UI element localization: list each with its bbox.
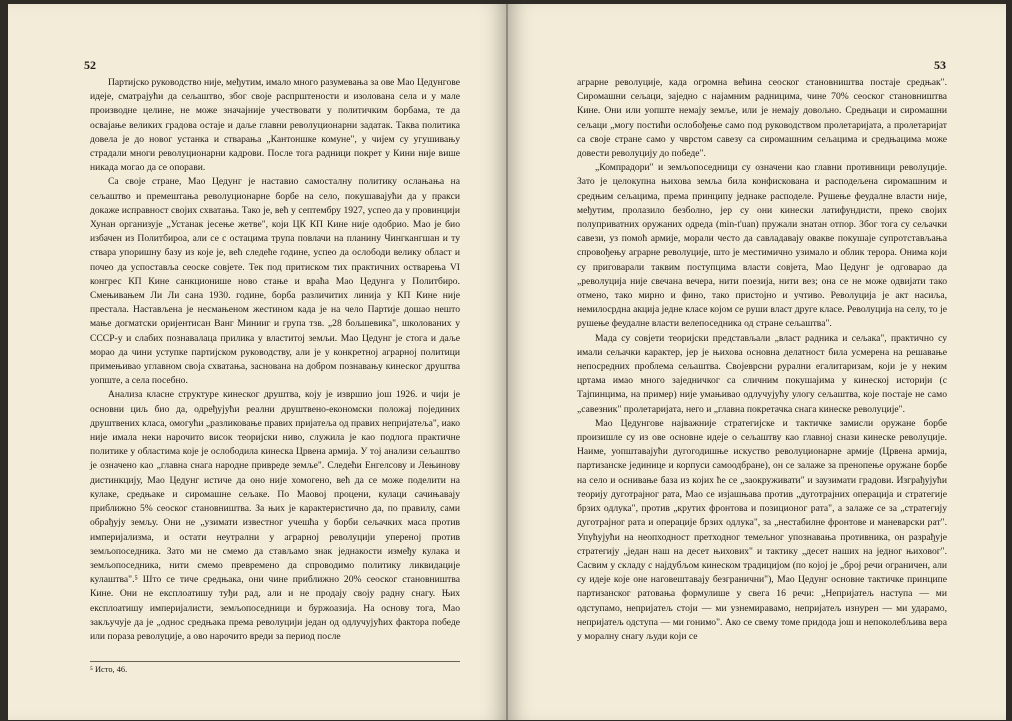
paragraph: Партијско руководство није, међутим, имало много разумевања за ове Мао Цедунгове идеје, сматрајући да сељаштво, због своје распрштености и изолована села и у мале производне целине, не може значајније учествовати у политичким борбама, те да освајање великих градова остаје и даље главни револуционарни задатак. Таква политика довела је до новог устанка и стварања „Кантоншке комуне", у чијем су угушивању страдали многи револуционарни кадрови. После тога радници покрет у Кини није више никада могао да се опорави. <box>90 77 460 174</box>
book-gutter <box>506 4 508 720</box>
paragraph: „Компрадори" и земљопоседници су означени као главни противници револуције. Зато је целокупна њихова земља била конфискована и расподељена сиромашним и средњим сељацима, према принципу једнаке расподеле. Рушење феудалне власти није, међутим, пролазило безболно, јер су они кинески латифундисти, преко својих полуприватних оружаних одреда (min-t'uan) пружали знатан отпор. Због тога су сељачки савези, уз помоћ армије, морали често да савладавају овакве покушаје супротстављања спровођењу аграрне револуције, што је местимично узимало и облик терора. Онима који су приговарали таквим поступцима власти совјета, Мао Цедунг је одговарао да „револуција није свечана вечера, нити поезија, нити вез; она се не може одвијати тако отмено, тако мирно и фино, тако пристојно и учтиво. Револуција је акт насиља, немилосрдна акција једне класе којом се руши власт друге класе. Револуција на селу, то је рушење феудалне власти велепоседника од стране сељаштва". <box>577 162 947 330</box>
body-text <box>577 76 947 644</box>
body-text <box>90 76 460 644</box>
footnote: ⁵ Исто, 46. <box>90 661 460 674</box>
paragraph: Мада су совјети теоријски представљали „власт радника и сељака", практично су имали сељачки карактер, јер је њихова основна делатност била усмерена на решавање непосредних проблема сељаштва. Својеврсни рурални егалитаризам, који је у неким цртама имао много заједничког са сличним покушајима у кинеској историји (с Тајпинцима, на пример) није умањивао одлучујућу улогу сељаштва, које постаје не само „савезник" пролетаријата, него и „главна покретачка снага кинеске револуције". <box>577 332 947 415</box>
left-page <box>8 4 507 720</box>
right-page <box>507 4 1006 720</box>
paragraph: Анализа класне структуре кинеског друштва, коју је извршио још 1926. и чији је основни циљ био да, одређујући реални друштвено-економски положај појединих друштвених класа, омогући „разликовање правих пријатеља од правих непријатеља", иако није имала неки нарочито висок теоријски ниво, служила је као подлога практичне политике у областима које је ослободила кинеска Црвена армија. У тој анализи сељаштво је означено као „главна снага народне привреде земље". Следећи Енгелсову и Лењинову дистинкцију, Мао Цедунг истиче да оно није хомогено, већ да се може поделити на кулаке, средњаке и сиромашне сељаке. По Маовој процени, кулаци сачињавају приближно 5% сеоског становништва. За њих је карактеристично да, по правилу, сами обрађују земљу. Они не „узимати известног учешћа у борби сељачких маса против империјализма, и остати неутрални у аграрној револуцији упереној против земљопоседника. Зато ми не смемо да стављамо знак једнакости између кулака и земљопоседника, нити смемо превремено да спроводимо политику ликвидације кулаштва".⁵ Што се тиче средњака, они чине приближно 20% сеоског становништва Кине. Они не експлоатишу туђи рад, али и не продају своју радну снагу. Њих експлоатишу империјалисти, земљопоседници и буржоазија. На основу тога, Мао закључује да је „однос средњака према револуцији један од одлучујућих фактора победе или пораза револуције, а ово нарочито вреди за период после <box>90 389 460 642</box>
paragraph: Са своје стране, Мао Цедунг је наставио самосталну политику ослањања на сељаштво и премештања револуционарне борбе на село, покушавајући да у пракси докаже исправност својих схватања. Тако је, већ у септембру 1927, успео да у провинцији Хунан организује „Устанак јесење жетве", који ЦК КП Кине није одобрио. Мао је био избачен из Политбироа, али се с остацима трупа повлачи на планину Чингкангшан и ту ствара упоришну базу из које је, већ следеће године, успео да ослободи велику област и почео да успоставља сеоске совјете. Тек под притиском тих практичних остварења VI конгрес КП Кине санкционише ново стање и враћа Мао Цедунга у Политбиро. Смењивањем Ли Ли сана 1930. године, борба различитих линија у КП Кине није престала. Настављена је несмањеном жестином када је на чело Партије дошао нешто мање догматски оријентисан Ванг Минииг и група тзв. „28 бољшевика", школованих у СССР-у и слабих познавалаца прилика у властитој земљи. Мао Цедунг је стога и даље морао да чини уступке партијском руководству, али је у конкретној аграрној политици примењивао углавном своја схватања, заснована на добром познавању кинеског друштва уопште, а села посебно. <box>90 176 460 387</box>
page-number: 53 <box>934 58 946 72</box>
paragraph: аграрне револуције, када огромна већина сеоског становништва постаје средњак". Сиромашни сељаци, заједно с најамним радницима, чине 70% сеоског становништва Кине. Они или уопште немају земље, или је немају довољно. Средњаци и сиромашни сељаци „могу постићи ослобођење само под руководством пролетаријата, а пролетаријат са своје стране само у чврстом савезу са сиромашним сељацима и средњацима може довести револуцију до победе". <box>577 77 947 160</box>
paragraph: Мао Цедунгове најважније стратегијске и тактичке замисли оружане борбе произишле су из ове основне идеје о сељаштву као главној снази кинеске револуције. Наиме, уопштавајући дугогодишње искуство револуционарне армије (Црвена армија, партизанске јединице и корпуси самоодбране), он се залаже за пренопење оружане борбе на село и оснивање база из којих ће се „заокруживати" и заузимати градови. Изграђујући теорију дуготрајног рата, Мао се изјашњава против „дуготрајних операција и стратегије брзих одлука", против „крутих фронтова и позиционог рата", а залаже се за „стратегију дуготрајног рата и операције брзих одлука", за „нестабилне фронтове и маневарски рат". Упућујући на неопходност претходног темељног упознавања противника, он разрађује стратегију „један наш на десет њихових" и тактику „десет наших на једног њиховог". Сасвим у складу с најдубљом кинеском традицијом (по којој је „број речи ограничен, али су идеје које оне наговештавају безгранични"), Мао Цедунг основне тактичке принципе партизанског ратовања формулише у свега 16 речи: „Непријатељ наступа — ми одступамо, непријатељ стоји — ми узнемиравамо, непријатељ изнурен — ми ударамо, непријатељ одступа — ми гонимо". Ако се свему томе придода још и непоколебљива вера у моралну снагу људи који се <box>577 417 947 642</box>
page-number: 52 <box>84 58 96 72</box>
